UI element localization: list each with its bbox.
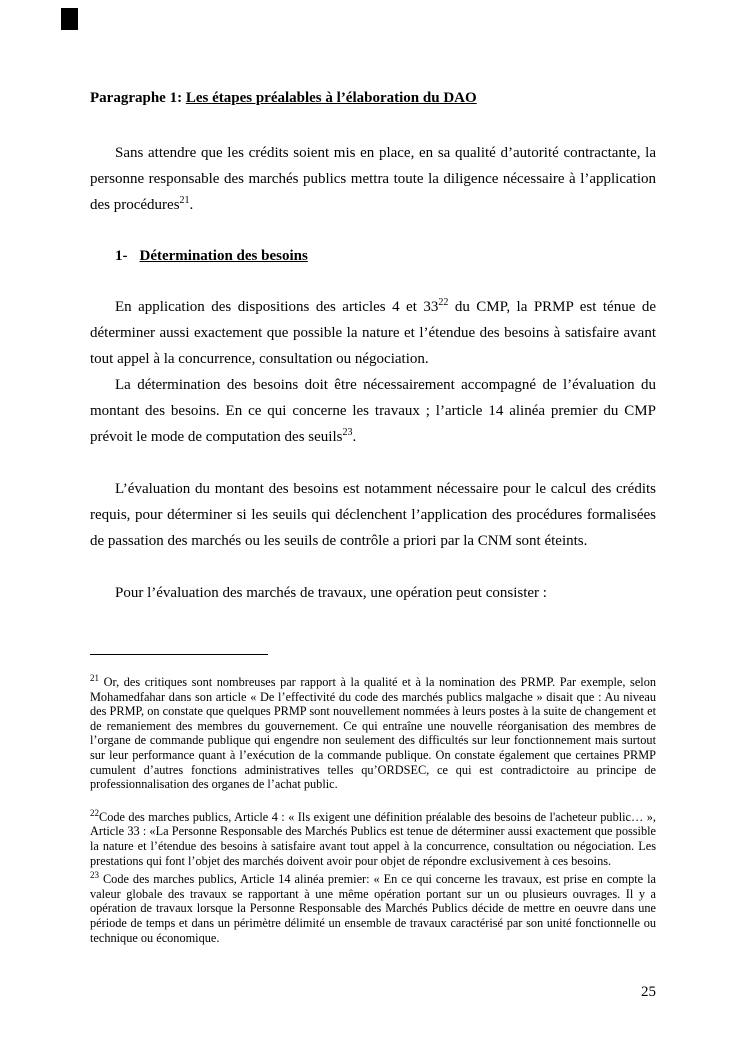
subsection-heading-text: Détermination des besoins <box>139 248 308 264</box>
paragraph-3 <box>90 372 656 450</box>
footnote-ref-22: 22 <box>438 297 449 308</box>
footnote-separator-rule <box>90 654 268 655</box>
paragraph-5: Pour l’évaluation des marchés de travaux, une opération peut consister : <box>115 585 547 601</box>
paragraph-3-text: La détermination des besoins doit être nécessairement accompagné de l’évaluation du montant des besoins. En ce qui concerne les travaux ; l’article 14 alinéa premier du CMP prévoit le mode de computation des seuils <box>90 377 656 445</box>
paragraph-1-text: Sans attendre que les crédits soient mis en place, en sa qualité d’autorité contractante, la personne responsable des marchés publics mettra toute la diligence nécessaire à l’application des procédures <box>90 145 656 213</box>
footnote-ref-21: 21 <box>179 195 190 206</box>
paragraph-1-end: . <box>189 197 194 213</box>
footnote-21-text: Or, des critiques sont nombreuses par rapport à la qualité et à la nomination des PRMP. Par exemple, selon Mohamedfahar dans son article « De l’effectivité du code des marchés publics malgache » disait que : Au niveau des PRMP, on constate que quelques PRMP sont nouvellement nommées à leurs postes à la suite de changement et de remaniement des membres du gouvernement. Ce qui entraîne une nouvelle réorganisation des membres de l’organe de commande publique qui engendre non seulement des difficultés sur leur fonctionnement mais surtout sur leur performance quant à l’exécution de la commande publique. On constate également que certaines PRMP cumulent d’autres fonctions administratives telles qu’ORDSEC, ce qui est contradictoire au principe de professionnalisation des organes de l’achat public. <box>90 675 656 792</box>
section-title <box>90 88 656 108</box>
footnote-22-text: Code des marches publics, Article 4 : « Ils exigent une définition préalable des besoins de l'acheteur public… », Article 33 : «La Personne Responsable des Marchés Publics est tenue de déterminer aussi exactement que possible la nature et l’étendue des besoins à satisfaire avant tout appel à la concurrence, consultation ou négociation. Les prestations qui font l’objet des marchés doivent avoir pour objet de répondre exclusivement à ces besoins. <box>90 809 656 868</box>
footnote-23-text: Code des marches publics, Article 14 alinéa premier: « En ce qui concerne les travaux, est prise en compte la valeur globale des travaux se rapportant à une même opération portant sur un ou plusieurs ouvrages. Il y a opération de travaux lorsque la Personne Responsable des Marchés Publics décide de mettre en oeuvre dans une période de temps et dans un périmètre délimité un ensemble de travaux caractérisé par son unité fonctionnelle ou technique ou économique. <box>90 872 656 945</box>
footnote-21-marker: 21 <box>90 672 99 683</box>
subsection-heading <box>90 246 656 266</box>
footnote-21 <box>90 672 656 792</box>
page-content <box>90 88 656 945</box>
section-title-underlined: Les étapes préalables à l’élaboration du DAO <box>185 90 477 106</box>
paragraph-1 <box>90 140 656 218</box>
footnote-22 <box>90 807 656 868</box>
footnote-ref-23: 23 <box>342 427 353 438</box>
subsection-number: 1- <box>115 248 128 264</box>
paragraph-3-end: . <box>352 429 357 445</box>
page-number: 25 <box>641 984 656 1000</box>
paragraph-2-text: En application des dispositions des articles 4 et 33 <box>115 299 439 315</box>
footnote-22-marker: 22 <box>90 807 99 818</box>
scan-artifact-mark <box>61 8 78 30</box>
footnote-23 <box>90 872 656 945</box>
paragraph-4: L’évaluation du montant des besoins est notamment nécessaire pour le calcul des crédits requis, pour déterminer si les seuils qui déclenchent l’application des procédures formalisées de passation des marchés ou les seuils de contrôle a priori par la CNM sont éteints. <box>90 481 656 549</box>
footnote-23-marker: 23 <box>90 870 99 881</box>
section-title-prefix: Paragraphe 1: <box>90 90 186 106</box>
paragraph-2-end: du CMP, la PRMP est ténue de déterminer aussi exactement que possible la nature et l’étendue des besoins à satisfaire avant tout appel à la concurrence, consultation ou négociation. <box>90 299 656 367</box>
paragraph-2 <box>90 294 656 372</box>
